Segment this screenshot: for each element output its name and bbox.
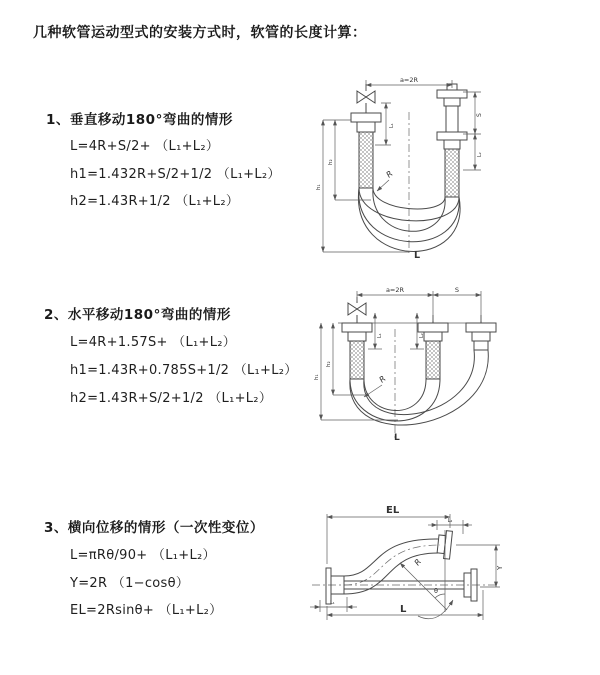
swing-arrow xyxy=(418,600,453,619)
braided-hose-hatch xyxy=(350,341,364,379)
moving-end-assembly xyxy=(437,84,467,197)
dim-label-L: L xyxy=(400,604,407,615)
diagram-lateral-displacement xyxy=(300,500,600,632)
dim-label-R: R xyxy=(412,557,424,568)
section-3-formula-EL: EL=2Rsinθ+ （L₁+L₂） xyxy=(70,603,223,618)
braided-hose-hatch xyxy=(359,132,373,188)
dimension-lines xyxy=(321,291,481,420)
dim-label-L2: L₂ xyxy=(419,333,425,338)
radius-line xyxy=(400,563,447,610)
diagram-horizontal-180-bend xyxy=(310,283,600,455)
dim-label-S: S xyxy=(454,286,460,294)
section-3-formula-Y: Y=2R （1−cosθ） xyxy=(70,576,190,591)
dim-label-L1: L₁ xyxy=(330,600,335,606)
section-2-formula-h1: h1=1.43R+0.785S+1/2 （L₁+L₂） xyxy=(70,363,298,378)
braided-hose-hatch xyxy=(426,341,440,379)
dim-label-L1: L₁ xyxy=(377,333,383,338)
radius-leader xyxy=(377,180,389,191)
dim-label-EL: EL xyxy=(386,505,400,516)
section-1-heading: 1、垂直移动180°弯曲的情形 xyxy=(46,112,233,128)
dim-label-L2: L₂ xyxy=(447,518,453,524)
dim-label-L: L xyxy=(414,250,421,261)
section-2-heading: 2、水平移动180°弯曲的情形 xyxy=(44,307,231,323)
section-3-formula-L: L=πRθ/90+ （L₁+L₂） xyxy=(70,548,216,563)
dim-label-Y: Y xyxy=(496,565,504,570)
section-2-formula-L: L=4R+1.57S+ （L₁+L₂） xyxy=(70,335,237,350)
displaced-hose xyxy=(344,530,452,594)
valve-icon xyxy=(357,91,375,103)
dim-label-L1: L₁ xyxy=(389,123,395,128)
dim-label-h2: h₂ xyxy=(326,361,332,367)
diagram-vertical-180-bend xyxy=(313,70,600,262)
section-1-formula-h1: h1=1.432R+S/2+1/2 （L₁+L₂） xyxy=(70,167,281,182)
displaced-flange xyxy=(437,530,453,559)
dim-label-h2: h₂ xyxy=(328,159,334,165)
dim-label-span: a=2R xyxy=(399,76,419,84)
section-3-heading: 3、横向位移的情形（一次性变位） xyxy=(44,520,264,536)
dim-label-R: R xyxy=(377,374,388,385)
dim-label-h1: h₁ xyxy=(314,374,320,380)
dim-label-theta: θ xyxy=(434,587,438,595)
page-title: 几种软管运动型式的安装方式时，软管的长度计算： xyxy=(33,25,367,41)
fixed-end-assembly xyxy=(342,297,372,379)
hose-centerline xyxy=(344,545,440,585)
radius-leader xyxy=(364,385,382,397)
hose-arcs xyxy=(350,350,488,425)
dim-label-h1: h₁ xyxy=(316,184,322,190)
section-1-formula-h2: h2=1.43R+1/2 （L₁+L₂） xyxy=(70,194,240,209)
section-2-formula-h2: h2=1.43R+S/2+1/2 （L₁+L₂） xyxy=(70,391,273,406)
braided-hose-hatch xyxy=(445,149,459,197)
dim-label-span: a=2R xyxy=(385,286,405,294)
dim-label-R: R xyxy=(384,169,395,180)
dim-label-L: L xyxy=(394,433,400,443)
valve-icon xyxy=(348,303,366,315)
dim-label-L2: L₂ xyxy=(477,152,483,157)
moving-end-position-1 xyxy=(418,315,448,379)
fixed-flange xyxy=(326,568,344,604)
section-1-formula-L: L=4R+S/2+ （L₁+L₂） xyxy=(70,139,220,154)
fixed-end-assembly xyxy=(351,84,381,188)
dim-label-S: S xyxy=(476,113,483,117)
